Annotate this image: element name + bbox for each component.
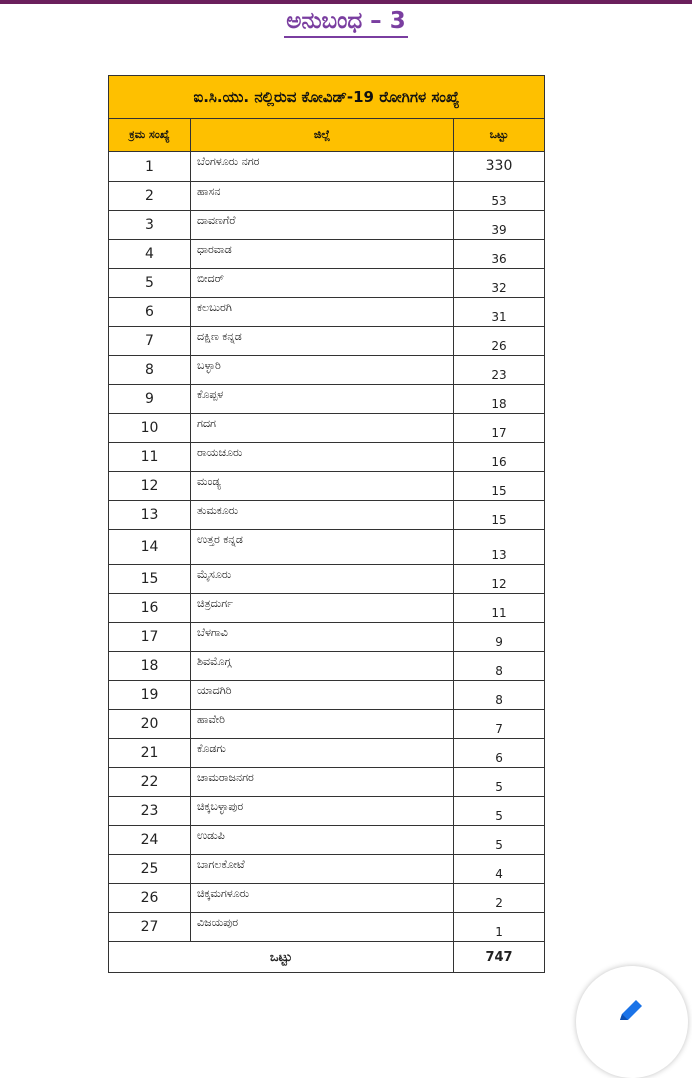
row-district: ಚಿಕ್ಕಮಗಳೂರು: [191, 884, 454, 913]
table-row: [109, 385, 545, 414]
page-heading: [0, 8, 692, 38]
table-total-row: [109, 942, 545, 973]
row-district: ಕೊಪ್ಪಳ: [191, 385, 454, 414]
row-serial: 20: [109, 710, 191, 739]
table-row: [109, 211, 545, 240]
table-row: [109, 594, 545, 623]
table-row: [109, 240, 545, 269]
table-row: [109, 152, 545, 182]
table-row: [109, 710, 545, 739]
table-row: [109, 414, 545, 443]
row-count: 53: [454, 182, 545, 211]
row-district: ಉತ್ತರ ಕನ್ನಡ: [191, 530, 454, 565]
table-row: [109, 269, 545, 298]
row-district: ಯಾದಗಿರಿ: [191, 681, 454, 710]
row-district: ವಿಜಯಪುರ: [191, 913, 454, 942]
row-count: 18: [454, 385, 545, 414]
table-row: [109, 443, 545, 472]
table-row: [109, 913, 545, 942]
row-district: ಬಳ್ಳಾರಿ: [191, 356, 454, 385]
row-district: ಮೈಸೂರು: [191, 565, 454, 594]
table-title-row: [109, 76, 545, 119]
row-district: ಕೊಡಗು: [191, 739, 454, 768]
total-value: 747: [454, 942, 545, 973]
heading-text: ಅನುಬಂಧ – 3: [284, 8, 407, 38]
header-serial: ಕ್ರಮ ಸಂಖ್ಯೆ: [109, 119, 191, 152]
table-row: [109, 501, 545, 530]
table-row: [109, 182, 545, 211]
table-row: [109, 327, 545, 356]
row-serial: 19: [109, 681, 191, 710]
row-district: ಚಿತ್ರದುರ್ಗ: [191, 594, 454, 623]
row-count: 8: [454, 681, 545, 710]
row-count: 39: [454, 211, 545, 240]
table-row: [109, 768, 545, 797]
row-district: ಬೆಂಗಳೂರು ನಗರ: [191, 152, 454, 182]
row-serial: 5: [109, 269, 191, 298]
row-serial: 17: [109, 623, 191, 652]
row-district: ಶಿವಮೊಗ್ಗ: [191, 652, 454, 681]
table-row: [109, 623, 545, 652]
top-bar: [0, 0, 692, 4]
icu-cases-table: [108, 75, 545, 973]
table-title: ಐ.ಸಿ.ಯು. ನಲ್ಲಿರುವ ಕೋವಿಡ್-19 ರೋಗಿಗಳ ಸಂಖ್ಯೆ: [109, 76, 545, 119]
row-serial: 11: [109, 443, 191, 472]
row-serial: 1: [109, 152, 191, 182]
row-district: ದಾವಣಗೆರೆ: [191, 211, 454, 240]
header-total: ಒಟ್ಟು: [454, 119, 545, 152]
row-district: ಗದಗ: [191, 414, 454, 443]
row-count: 330: [454, 152, 545, 182]
row-count: 17: [454, 414, 545, 443]
row-district: ಕಲಬುರಗಿ: [191, 298, 454, 327]
row-serial: 22: [109, 768, 191, 797]
row-serial: 4: [109, 240, 191, 269]
row-district: ಉಡುಪಿ: [191, 826, 454, 855]
row-district: ರಾಯಚೂರು: [191, 443, 454, 472]
row-serial: 7: [109, 327, 191, 356]
row-district: ದಕ್ಷಿಣ ಕನ್ನಡ: [191, 327, 454, 356]
row-district: ಬೆಳಗಾವಿ: [191, 623, 454, 652]
row-district: ಚಾಮರಾಜನಗರ: [191, 768, 454, 797]
row-count: 31: [454, 298, 545, 327]
table-row: [109, 472, 545, 501]
row-serial: 15: [109, 565, 191, 594]
row-count: 8: [454, 652, 545, 681]
row-count: 11: [454, 594, 545, 623]
row-count: 5: [454, 768, 545, 797]
edit-fab-button[interactable]: [576, 966, 688, 1078]
row-serial: 12: [109, 472, 191, 501]
row-serial: 14: [109, 530, 191, 565]
row-district: ಹಾಸನ: [191, 182, 454, 211]
row-district: ಬಾಗಲಕೋಟೆ: [191, 855, 454, 884]
table-row: [109, 298, 545, 327]
row-count: 15: [454, 501, 545, 530]
table-row: [109, 530, 545, 565]
row-serial: 25: [109, 855, 191, 884]
row-count: 9: [454, 623, 545, 652]
row-district: ಮಂಡ್ಯ: [191, 472, 454, 501]
row-count: 15: [454, 472, 545, 501]
table-row: [109, 356, 545, 385]
row-district: ತುಮಕೂರು: [191, 501, 454, 530]
edit-pencil-icon: [616, 996, 646, 1026]
table-row: [109, 681, 545, 710]
row-serial: 2: [109, 182, 191, 211]
row-district: ಧಾರವಾಡ: [191, 240, 454, 269]
row-count: 5: [454, 797, 545, 826]
row-count: 36: [454, 240, 545, 269]
row-count: 6: [454, 739, 545, 768]
row-district: ಬೀದರ್: [191, 269, 454, 298]
row-district: ಹಾವೇರಿ: [191, 710, 454, 739]
row-count: 1: [454, 913, 545, 942]
row-serial: 8: [109, 356, 191, 385]
row-count: 23: [454, 356, 545, 385]
row-count: 2: [454, 884, 545, 913]
row-serial: 10: [109, 414, 191, 443]
table-row: [109, 826, 545, 855]
row-serial: 18: [109, 652, 191, 681]
row-count: 16: [454, 443, 545, 472]
row-count: 7: [454, 710, 545, 739]
table-row: [109, 652, 545, 681]
table-row: [109, 855, 545, 884]
row-serial: 3: [109, 211, 191, 240]
row-serial: 16: [109, 594, 191, 623]
table-row: [109, 797, 545, 826]
row-serial: 6: [109, 298, 191, 327]
row-serial: 27: [109, 913, 191, 942]
row-count: 13: [454, 530, 545, 565]
row-serial: 24: [109, 826, 191, 855]
row-count: 32: [454, 269, 545, 298]
row-count: 26: [454, 327, 545, 356]
row-count: 4: [454, 855, 545, 884]
row-serial: 13: [109, 501, 191, 530]
table-row: [109, 565, 545, 594]
total-label: ಒಟ್ಟು: [109, 942, 454, 973]
table-header-row: [109, 119, 545, 152]
header-district: ಜಿಲ್ಲೆ: [191, 119, 454, 152]
row-serial: 21: [109, 739, 191, 768]
table-row: [109, 739, 545, 768]
row-district: ಚಿಕ್ಕಬಳ್ಳಾಪುರ: [191, 797, 454, 826]
row-serial: 26: [109, 884, 191, 913]
row-count: 12: [454, 565, 545, 594]
row-serial: 23: [109, 797, 191, 826]
row-count: 5: [454, 826, 545, 855]
table-row: [109, 884, 545, 913]
row-serial: 9: [109, 385, 191, 414]
